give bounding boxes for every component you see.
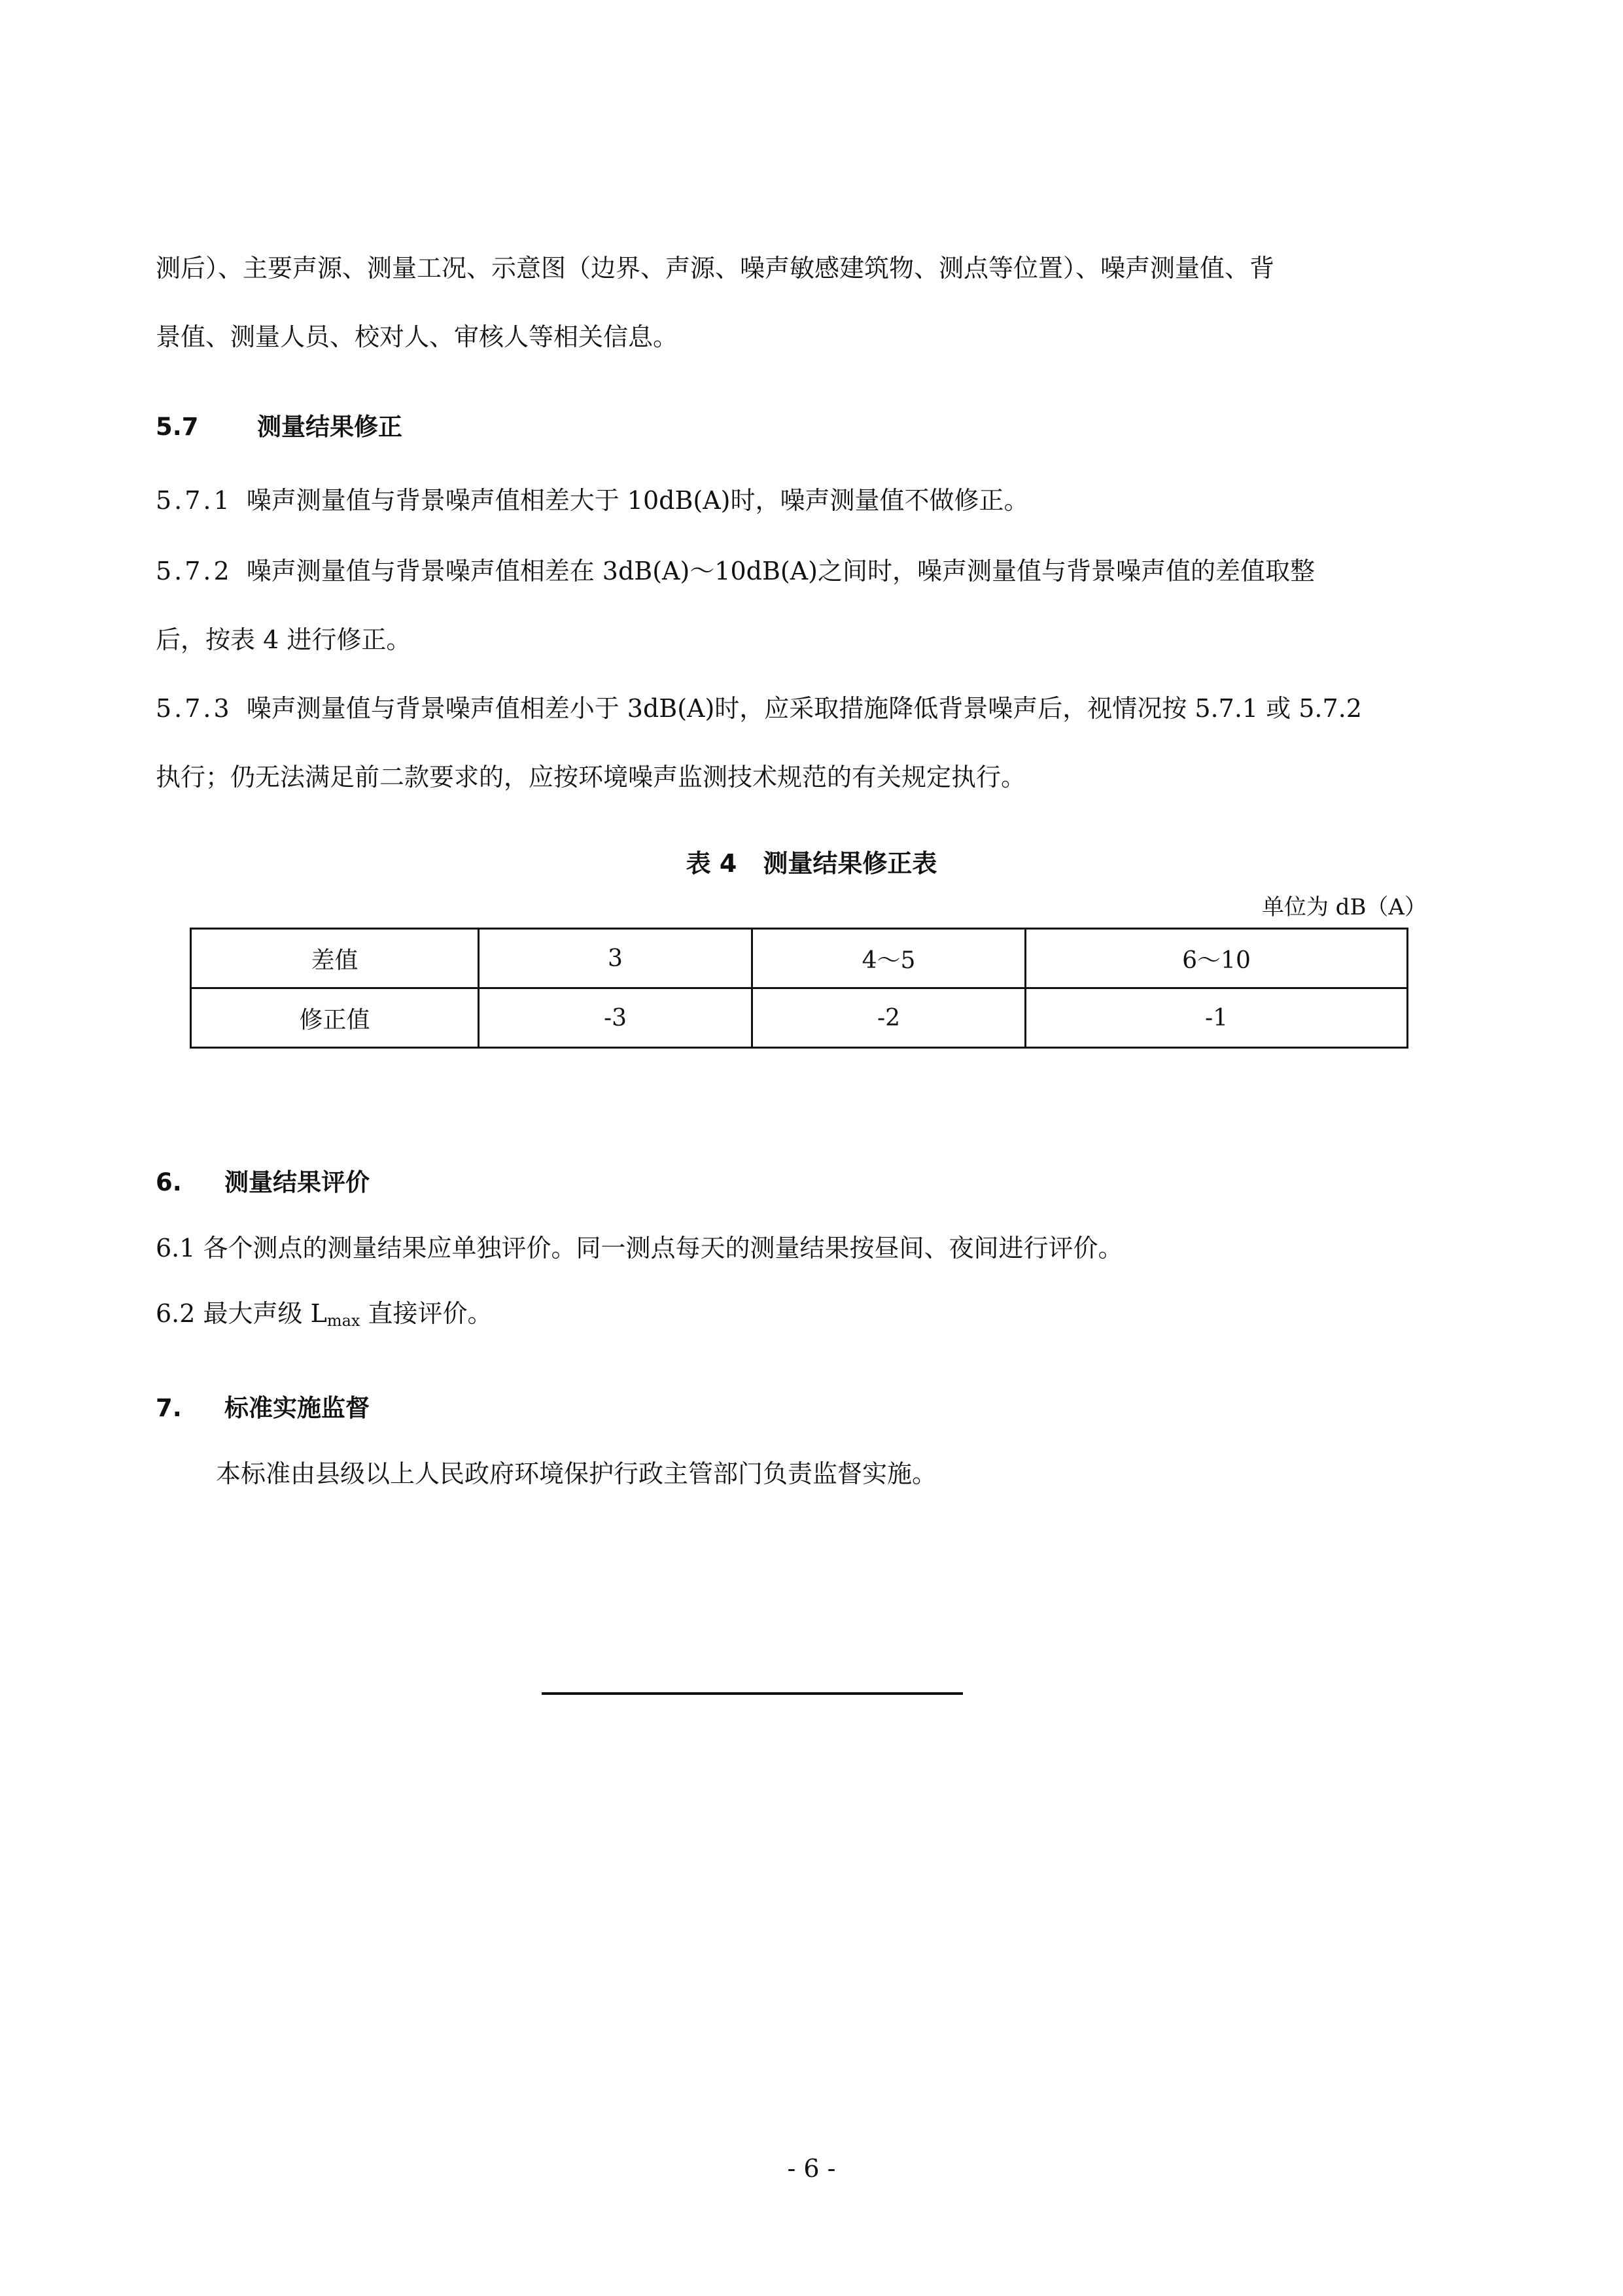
clause-5-7-1 — [156, 484, 1028, 517]
subscript: max — [326, 1312, 360, 1330]
continuation-line-1: 测后）、主要声源、测量工况、示意图（边界、声源、噪声敏感建筑物、测点等位置）、噪声测量值、背 — [156, 254, 1275, 283]
continuation-line-2: 景值、测量人员、校对人、审核人等相关信息。 — [156, 322, 678, 351]
section-number: 6. — [156, 1168, 182, 1196]
section-title: 测量结果修正 — [257, 413, 402, 441]
table-row — [191, 988, 1408, 1048]
table-cell: 4～5 — [752, 929, 1026, 988]
table-cell: 差值 — [191, 929, 479, 988]
table-caption — [0, 847, 1623, 880]
section-title: 测量结果评价 — [224, 1168, 370, 1196]
clause-5-7-2-continued: 后，按表 4 进行修正。 — [156, 625, 411, 654]
section-title: 标准实施监督 — [224, 1394, 370, 1422]
clause-number: 5.7.2 — [156, 557, 232, 585]
clause-text: 噪声测量值与背景噪声值相差在 3dB(A)～10dB(A)之间时，噪声测量值与背景噪声值的差值取整 — [246, 557, 1316, 585]
table-title: 测量结果修正表 — [763, 849, 937, 878]
clause-text: 直接评价。 — [360, 1299, 493, 1328]
table-cell: -1 — [1026, 988, 1408, 1048]
table-unit: 单位为 dB（A） — [1261, 894, 1427, 920]
section-number: 7. — [156, 1394, 182, 1422]
clause-text: 噪声测量值与背景噪声值相差小于 3dB(A)时，应采取措施降低背景噪声后，视情况按 5.7.1 或 5.7.2 — [246, 694, 1362, 723]
clause-5-7-2 — [156, 555, 1315, 587]
clause-text: 噪声测量值与背景噪声值相差大于 10dB(A)时，噪声测量值不做修正。 — [246, 486, 1029, 515]
page-number: - 6 - — [787, 2154, 836, 2183]
table-cell: 6～10 — [1026, 929, 1408, 988]
section-6-heading — [156, 1166, 370, 1199]
clause-6-1: 6.1 各个测点的测量结果应单独评价。同一测点每天的测量结果按昼间、夜间进行评价。 — [156, 1234, 1123, 1262]
table-cell: 3 — [479, 929, 752, 988]
section-7-text: 本标准由县级以上人民政府环境保护行政主管部门负责监督实施。 — [216, 1459, 937, 1488]
section-number: 5.7 — [156, 413, 199, 441]
clause-6-2 — [156, 1297, 493, 1337]
clause-number: 5.7.3 — [156, 694, 232, 723]
section-5-7-heading — [156, 411, 402, 444]
clause-5-7-3 — [156, 692, 1362, 725]
end-rule — [542, 1692, 963, 1695]
table-label: 表 4 — [686, 849, 737, 878]
clause-text: 6.2 最大声级 L — [156, 1299, 327, 1328]
table-row — [191, 929, 1408, 988]
correction-table — [190, 928, 1408, 1049]
table-cell: 修正值 — [191, 988, 479, 1048]
clause-5-7-3-continued: 执行；仍无法满足前二款要求的，应按环境噪声监测技术规范的有关规定执行。 — [156, 763, 1026, 791]
table-cell: -2 — [752, 988, 1026, 1048]
clause-number: 5.7.1 — [156, 486, 232, 515]
table-cell: -3 — [479, 988, 752, 1048]
section-7-heading — [156, 1392, 370, 1425]
